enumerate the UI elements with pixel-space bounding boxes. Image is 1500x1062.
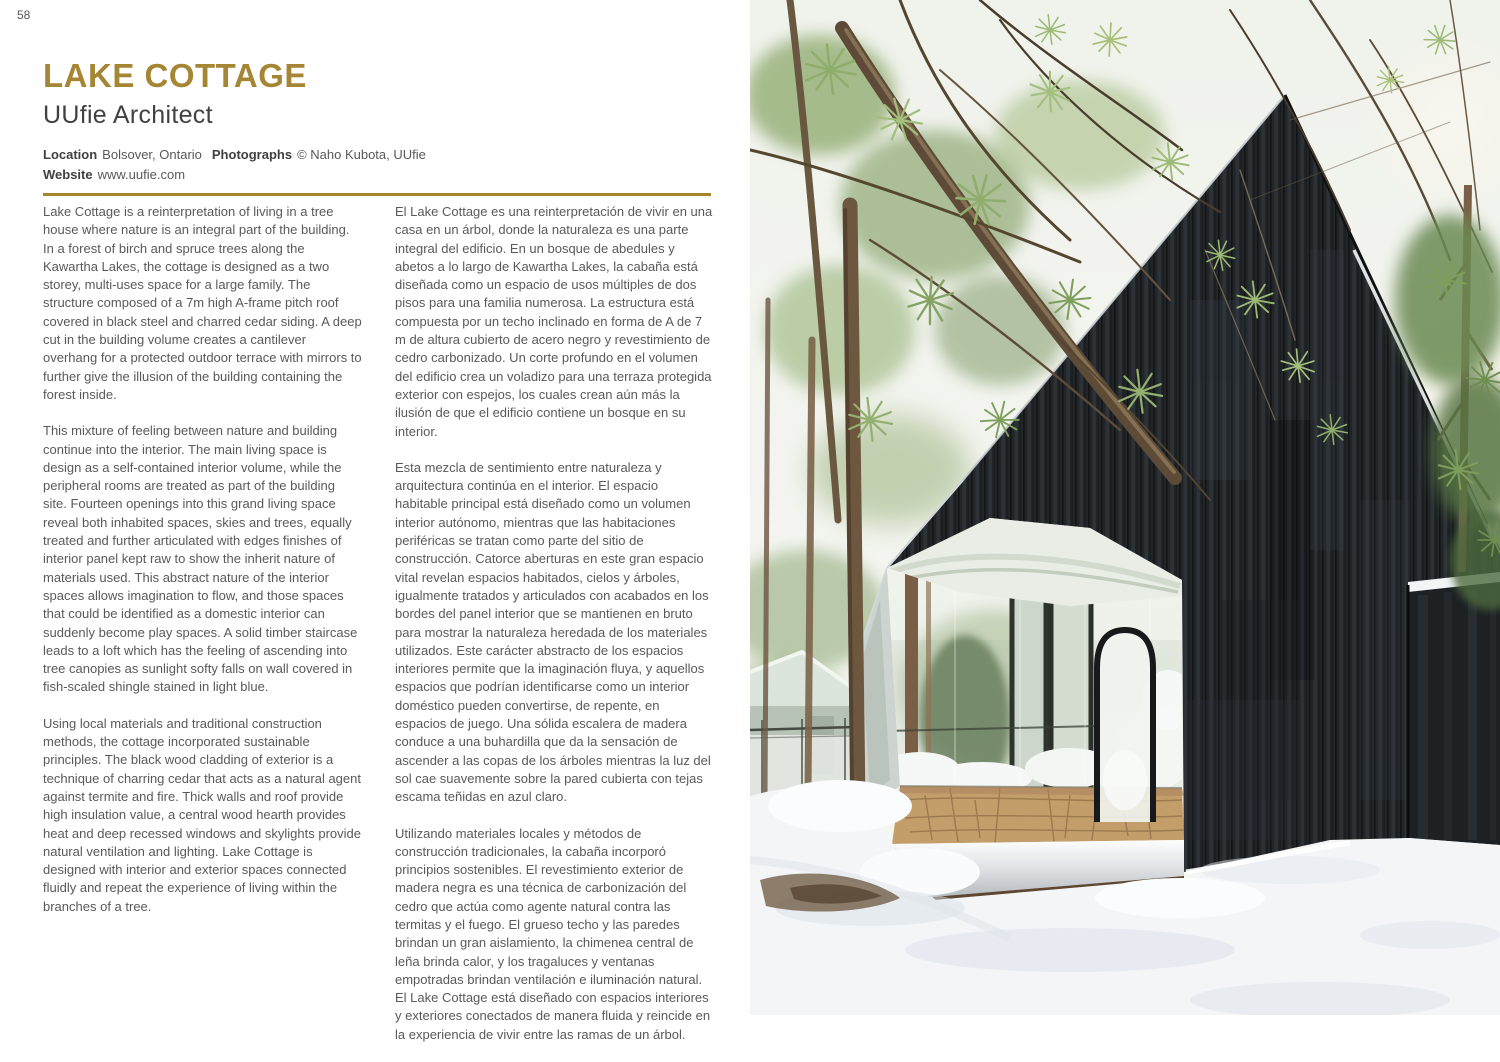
credits-line-1 (43, 145, 711, 165)
paragraph: This mixture of feeling between nature and building continue into the interior. The main living space is design as a self-contained interior volume, while the peripheral rooms are treated as part of the building site. Fourteen openings into this grand living space reveal both inhabited spaces, skies and trees, equally treated and further articulated with edges finishes of interior panel kept raw to show the inherit nature of materials used. This abstract nature of the interior spaces allows imagination to flow, and those spaces that could be identified as a domestic interior can suddenly become play spaces. A solid timber staircase leads to a loft which has the feeling of ascending into tree canopies as sunlight softy falls on wall covered in fish-scaled shingle stained in light blue. (43, 423, 358, 695)
article-header (43, 58, 711, 196)
article-body (43, 203, 715, 1062)
website-value: www.uufie.com (97, 166, 186, 182)
page-number: 58 (17, 8, 31, 22)
paragraph: Using local materials and traditional construction methods, the cottage incorporated sustainable principles. The black wood cladding of exterior is a technique of charring cedar that acts as a natural agent against termite and fire. Thick walls and roof provide high insulation value, a central wood hearth provides heat and deep recessed windows and skylights provide natural ventilation and lighting. Lake Cottage is designed with interior and exterior spaces connected fluidly and repeat the experience of living within the branches of a tree. (43, 715, 361, 914)
left-page (0, 0, 750, 1042)
location-value: Bolsover, Ontario (102, 147, 202, 163)
project-credits (43, 145, 711, 184)
paragraph: El Lake Cottage es una reinterpretación de vivir en una casa en un árbol, donde la naturaleza es una parte integral del edificio. En un bosque de abedules y abetos a lo largo de Kawartha Lakes, la cabaña está diseñada como un espacio de usos múltiples de dos pisos para una familia numerosa. La estructura está compuesta por un techo inclinado en forma de A de 7 m de altura cubierto de acero negro y revestimiento de cedro carbonizado. Un corte profundo en el volumen del edificio crea un voladizo para una terraza protegida exterior con espejos, los cuales crean aún más la ilusión de que el edificio contiene un bosque en su interior. (395, 204, 713, 439)
paragraph: Esta mezcla de sentimiento entre naturaleza y arquitectura continúa en el interior. El espacio habitable principal está diseñado como un volumen interior autónomo, mientras que las habitaciones periféricas se tratan como parte del sitio de construcción. Catorce aberturas en este gran espacio vital revelan espacios habitados, cielos y árboles, igualmente tratados y articulados con acabados en los bordes del panel interior que se mantienen en bruto para mostrar la naturaleza heredada de los materiales utilizados. Este carácter abstracto de los espacios interiores permite que la imaginación fluya, y aquellos espacios que podrían identificarse como un interior doméstico pueden convertirse, de repente, en espacios de juego. Una sólida escalera de madera conduce a una buhardilla que da la sensación de ascender a las copas de los árboles mientras la luz del sol cae suavemente sobre la pared cubierta con tejas escama teñidas en azul claro. (395, 459, 711, 805)
photographs-label: Photographs (211, 147, 293, 163)
spanish-column (395, 203, 714, 1062)
paragraph: Lake Cottage is a reinterpretation of living in a tree house where nature is an integral part of the building. In a forest of birch and spruce trees along the Kawartha Lakes, the cottage is designed as a two storey, multi-uses space for a large family. The structure composed of a 7m high A-frame pitch roof covered in black steel and charred cedar siding. A deep cut in the building volume creates a cantilever overhang for a protected outdoor terrace with mirrors to further give the illusion of the building containing the forest inside. (43, 204, 362, 402)
paragraph: Utilizando materiales locales y métodos de construcción tradicionales, la cabaña incorporó principios sostenibles. El revestimiento exterior de madera negra es una técnica de carbonización del cedro que actúa como agente natural contra las termitas y el fuego. El grueso techo y las paredes brindan un gran aislamiento, la chimenea central de leña brinda calor, y los tragaluces y ventanas empotradas brindan ventilación e iluminación natural. El Lake Cottage está diseñado con espacios interiores y exteriores conectados de manera fluida y reincide en la experiencia de vivir entre las ramas de un árbol. (395, 825, 711, 1042)
location-label: Location (43, 147, 98, 163)
page-title: LAKE COTTAGE (43, 57, 307, 94)
photographs-value: © Naho Kubota, UUfie (297, 147, 426, 163)
credits-line-2 (43, 165, 711, 185)
website-label: Website (43, 166, 93, 182)
cottage-photo (750, 0, 1500, 1015)
architect-name: UUfie Architect (43, 101, 213, 130)
english-column (43, 203, 362, 1062)
gold-divider-rule (43, 193, 711, 196)
arch-glass-door (1097, 630, 1153, 822)
